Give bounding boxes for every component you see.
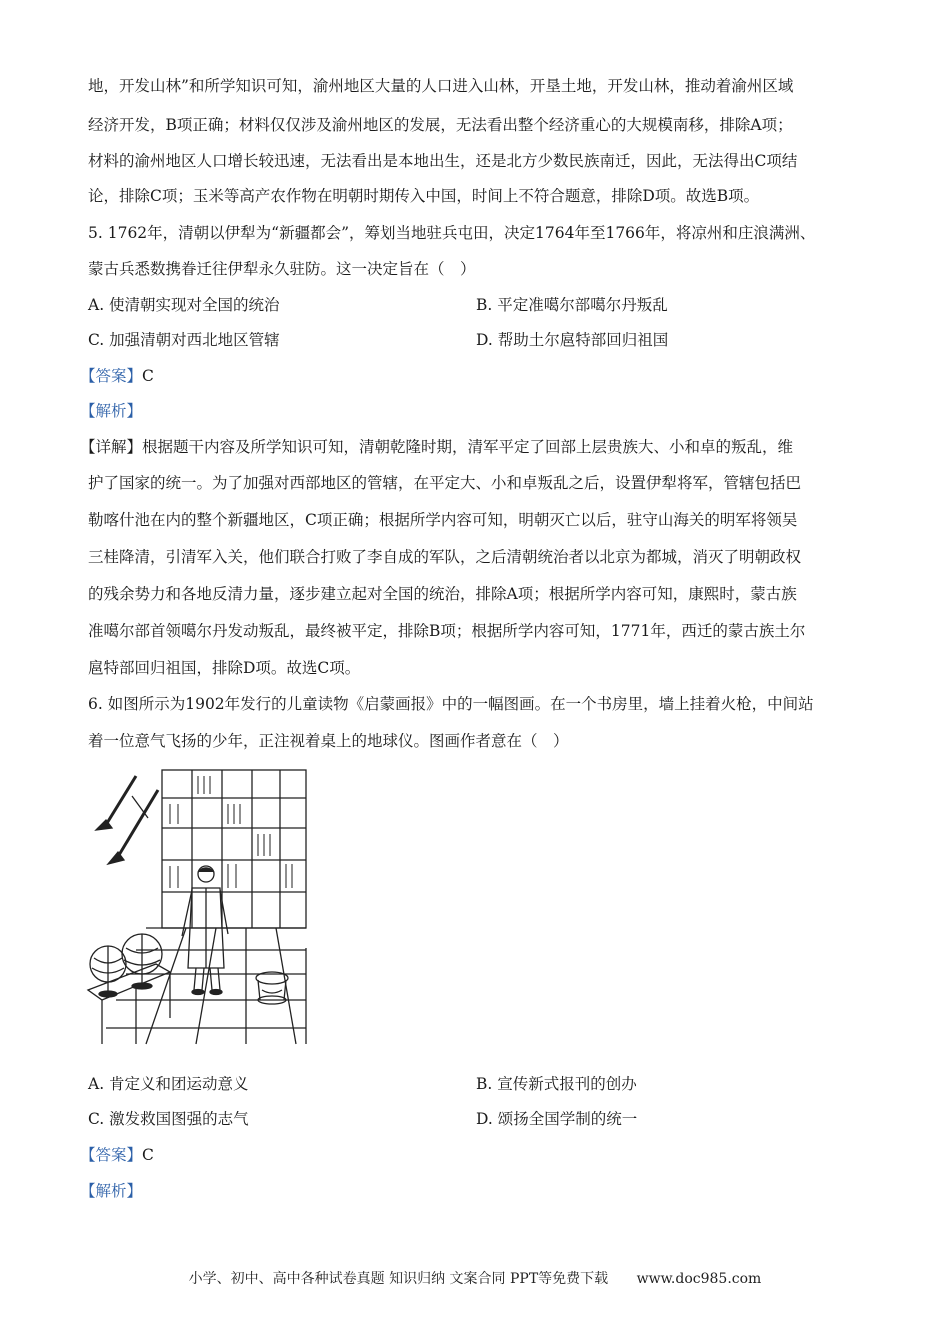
q5-detail-line-2: 护了国家的统一。为了加强对西部地区的管辖，在平定大、小和卓叛乱之后，设置伊犁将军，管辖包括巴	[88, 474, 802, 492]
q6-stem-line-2: 着一位意气飞扬的少年，正注视着桌上的地球仪。图画作者意在（ ）	[88, 732, 569, 750]
q5-answer	[80, 365, 154, 387]
illustration-svg	[86, 768, 308, 1046]
q5-analysis-label: 【解析】	[80, 402, 143, 420]
q5-detail-text-1: 根据题干内容及所学知识可知，清朝乾隆时期，清军平定了回部上层贵族大、小和卓的叛乱，维	[142, 438, 794, 456]
q5-option-a: A. 使清朝实现对全国的统治	[88, 296, 280, 314]
q5-detail-line-3: 勒喀什池在内的整个新疆地区，C项正确；根据所学内容可知，明朝灭亡以后，驻守山海关的明军将领吴	[88, 511, 798, 529]
q6-option-b: B. 宣传新式报刊的创办	[476, 1075, 637, 1093]
q5-detail-line-6: 准噶尔部首领噶尔丹发动叛乱，最终被平定，排除B项；根据所学内容可知，1771年，西迁的蒙古族土尔	[88, 622, 806, 640]
footer-site-link[interactable]: www.doc985.com	[636, 1271, 762, 1287]
q6-stem-line-1: 6. 如图所示为1902年发行的儿童读物《启蒙画报》中的一幅图画。在一个书房里，墙上挂着火枪，中间站	[88, 695, 814, 713]
page-footer	[0, 1268, 950, 1288]
q6-answer-value: C	[142, 1146, 154, 1164]
q5-detail-line-7: 扈特部回归祖国，排除D项。故选C项。	[88, 659, 361, 677]
q5-analysis-tag	[80, 400, 142, 422]
intro-line-2: 经济开发，B项正确；材料仅仅涉及渝州地区的发展，无法看出整个经济重心的大规模南移，排除A项；	[88, 116, 793, 134]
q5-option-b: B. 平定准噶尔部噶尔丹叛乱	[476, 296, 668, 314]
footer-text: 小学、初中、高中各种试卷真题 知识归纳 文案合同 PPT等免费下载	[188, 1271, 609, 1287]
intro-line-1: 地，开发山林”和所学知识可知，渝州地区大量的人口进入山林，开垦土地，开发山林，推动着渝州区域	[88, 77, 794, 95]
q5-answer-value: C	[142, 367, 154, 385]
q5-detail-line-5: 的残余势力和各地反清力量，逐步建立起对全国的统治，排除A项；根据所学内容可知，康熙时，蒙古族	[88, 585, 797, 603]
q6-answer-tag: 【答案】	[80, 1146, 143, 1164]
q5-detail-line-1	[80, 436, 880, 458]
intro-line-4: 论，排除C项；玉米等高产农作物在明朝时期传入中国，时间上不符合题意，排除D项。故选B项。	[88, 187, 760, 205]
q5-detail-line-4: 三桂降清，引清军入关，他们联合打败了李自成的军队，之后清朝统治者以北京为都城，消灭了明朝政权	[88, 548, 802, 566]
q6-analysis-tag	[80, 1180, 142, 1202]
q6-answer	[80, 1144, 154, 1166]
q5-stem-line-1: 5. 1762年，清朝以伊犁为“新疆都会”，筹划当地驻兵屯田，决定1764年至1766年，将凉州和庄浪满洲、	[88, 224, 816, 242]
q6-option-a: A. 肯定义和团运动意义	[88, 1075, 249, 1093]
q6-option-c: C. 激发救国图强的志气	[88, 1110, 249, 1128]
q5-option-c: C. 加强清朝对西北地区管辖	[88, 331, 280, 349]
intro-line-3: 材料的渝州地区人口增长较迅速，无法看出是本地出生，还是北方少数民族南迁，因此，无法得出C项结	[88, 152, 798, 170]
q6-analysis-label: 【解析】	[80, 1182, 143, 1200]
study-room-illustration	[86, 768, 308, 1046]
q5-option-d: D. 帮助土尔扈特部回归祖国	[476, 331, 669, 349]
q5-detail-tag: 【详解】	[80, 438, 143, 456]
q6-option-d: D. 颂扬全国学制的统一	[476, 1110, 638, 1128]
q5-answer-tag: 【答案】	[80, 367, 143, 385]
q5-stem-line-2: 蒙古兵悉数携眷迁往伊犁永久驻防。这一决定旨在（ ）	[88, 260, 476, 278]
